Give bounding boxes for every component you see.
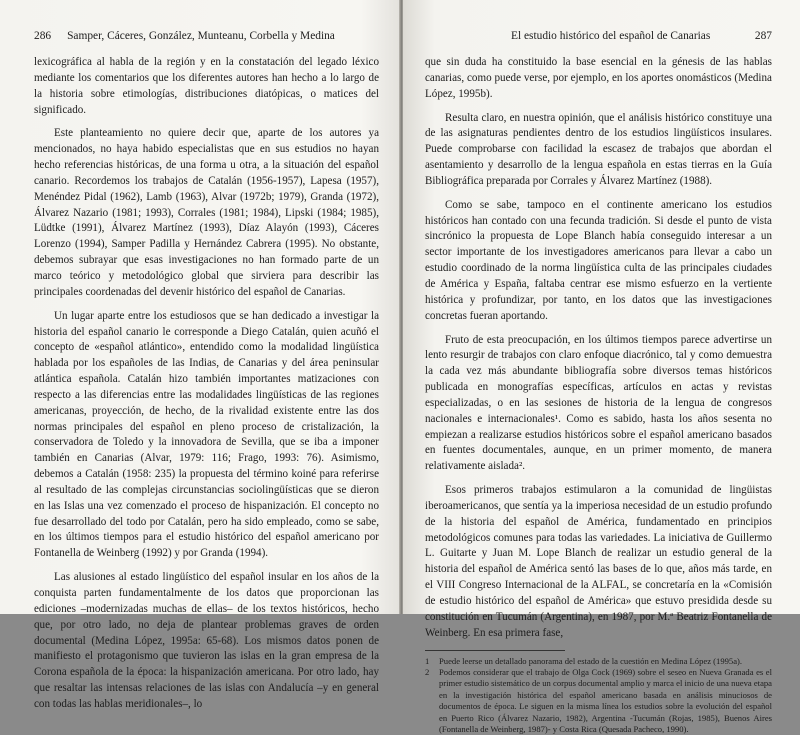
footnote-rule — [425, 650, 565, 651]
page-number: 286 — [34, 30, 52, 42]
page-number: 287 — [754, 30, 772, 42]
footnote-text: Puede leerse un detallado panorama del estado de la cuestión en Medina López (1995a). — [439, 655, 743, 666]
footnote-mark: 1 — [425, 655, 430, 666]
paragraph: Esos primeros trabajos estimularon a la comunidad de lingüistas iberoamericanos, que sentía ya la imperiosa necesidad de un estudio profundo de la historia del español de América, fundamentado en principios metodológicos comunes para todas las variedades. La iniciativa de Guillermo L. Guitarte y Juan M. Lope Blanch de realizar un estudio general de la historia del español de América sentó las bases de lo que, años más tarde, en el VIII Congreso Internacional de la ALFAL, se concretaría en la «Comisión de estudio histórico del español de América» que estuvo presidida desde su constitución en Tucumán (Argentina), en 1987, por M.ª Beatriz Fontanella de Weinberg. En esa primera fase, — [425, 484, 772, 639]
paragraph: Este planteamiento no quiere decir que, aparte de los autores ya mencionados, no haya habido especialistas que en sus estudios no hayan hecho referencias históricas, de una forma u otra, a la situación del español canario. Recordemos los trabajos de Catalán (1956-1957), Lapesa (1957), Menéndez Pidal (1962), Lamb (1963), Alvar (1972b; 1979), Granda (1972), Álvarez Nazario (1981; 1993), Corrales (1981; 1984), Lipski (1984; 1985), Lüdtke (1991), Álvarez Martínez (1993), Díaz Alayón (1993), Cáceres Lorenzo (1994), Samper Padilla y Hernández Cabrera (1995). No obstante, debemos subrayar que esas investigaciones no han formado parte de un marco teórico y metodológico global que sirviera para describir las principales coordenadas del devenir histórico del español de Canarias. — [34, 127, 379, 298]
footnote — [425, 667, 772, 735]
running-head: Samper, Cáceres, González, Munteanu, Corbella y Medina — [67, 30, 335, 42]
paragraph: Fruto de esta preocupación, en los últimos tiempos parece advertirse un lento resurgir de trabajos con claro enfoque diacrónico, tal y como demuestra la cada vez más abundante bibliografía sobre diversos temas históricos publicada en monografías específicas, artículos en actas y revistas especializadas, o en las sesiones de historia de la lengua de congresos nacionales e internacionales¹. Como es sabido, hasta los años sesenta no empiezan a realizarse estudios históricos sobre el español americano basados en fuentes documentales, aunque, en un primer momento, de manera relativamente aislada². — [425, 333, 772, 473]
running-head: El estudio histórico del español de Canarias — [511, 30, 711, 42]
paragraph: lexicográfica al habla de la región y en la constatación del legado léxico mediante los comentarios que los diferentes autores han hecho a lo largo de la historia sobre etimologías, distribuciones diatópicas, o matices del significado. — [34, 56, 379, 116]
left-page-header — [34, 30, 379, 47]
paragraph: Las alusiones al estado lingüístico del español insular en los años de la conquista parten fundamentalmente de los datos que proporcionan las ediciones –modernizadas muchas de ellas– de los textos históricos, hecho que, por otro lado, no deja de plantear problemas graves de orden documental (Medina López, 1995a: 65-68). Los mismos datos ponen de manifiesto el protagonismo que tuvieron las islas en la gran empresa de la Corona española de la época: la hispanización americana. Por otro lado, hay que resaltar las intensas relaciones de las islas con Andalucía –y en general con todas las hablas meridionales–, lo — [34, 571, 379, 710]
left-page-body — [34, 55, 379, 713]
footnote — [425, 656, 772, 667]
right-page-header — [425, 30, 772, 47]
footnote-text: Podemos considerar que el trabajo de Olga Cock (1969) sobre el seseo en Nueva Granada es el primer estudio sistemático de un corpus documental amplio y marca el inicio de una nueva etapa en la investigación histórica del español americano basada en análisis minuciosos de documentos de época. Le siguen en la misma línea los estudios sobre la evolución del español en Puerto Rico (Álvarez Nazario, 1982), Argentina -Tucumán (Rojas, 1985), Buenos Aires (Fontanella de Weinberg, 1987)- y Costa Rica (Quesada Pacheco, 1990). — [439, 666, 772, 734]
footnote-mark: 2 — [425, 666, 430, 677]
paragraph: Un lugar aparte entre los estudiosos que se han dedicado a investigar la historia del español canario le corresponde a Diego Catalán, quien acuñó el concepto de «español atlántico», entendido como la modalidad lingüística hablada por los españoles de las Indias, de Canarias y del área peninsular atlántica española. Catalán hizo también importantes matizaciones con respecto a las diferencias entre las modalidades lingüísticas de las regiones americanas, proyección, de hecho, de la rivalidad existente entre las dos normas principales del español en pleno proceso de cristalización, la conservadora de Toledo y la innovadora de Sevilla, que se iba a imponer también en Canarias (Alvar, 1979: 116; Frago, 1993: 76). Asimismo, debemos a Catalán (1958: 235) la propuesta del término koiné para referirse al resultado de las complejas circunstancias sociolingüísticas que se dieron en las Islas una vez comenzado el proceso de hispanización. El concepto no fue desarrollado del todo por Catalán, pero ha sido empleado, como se sabe, en los últimos tiempos para el estudio histórico del español americano por Fontanella de Weinberg (1992) y por Granda (1994). — [34, 309, 379, 560]
right-page-body — [425, 55, 772, 642]
paragraph: que sin duda ha constituido la base esencial en la génesis de las hablas canarias, como puede verse, por ejemplo, en los aportes onomásticos (Medina López, 1995b). — [425, 56, 772, 100]
paragraph: Resulta claro, en nuestra opinión, que el análisis histórico constituye una de las asignaturas pendientes dentro de los estudios lingüísticos insulares. Puede comprobarse con facilidad la escasez de trabajos que abordan el asentamiento y desarrollo de la lengua española en estas tierras en la Guía Bibliográfica preparada por Corrales y Álvarez Martínez (1988). — [425, 111, 772, 187]
right-page — [403, 0, 800, 734]
left-page — [0, 0, 401, 710]
paragraph: Como se sabe, tampoco en el continente americano los estudios históricos han contado con una fecunda tradición. Si desde el punto de vista sincrónico la propuesta de Lope Blanch había conseguido interesar a un sector importante de los investigadores americanos para llevar a cabo un estudio coordinado de la norma lingüística culta de las principales ciudades de América y España, faltaba centrar ese mismo esfuerzo en la vertiente histórica y profundizar, por tanto, en los datos que las investigaciones concretas fueran aportando. — [425, 198, 772, 322]
